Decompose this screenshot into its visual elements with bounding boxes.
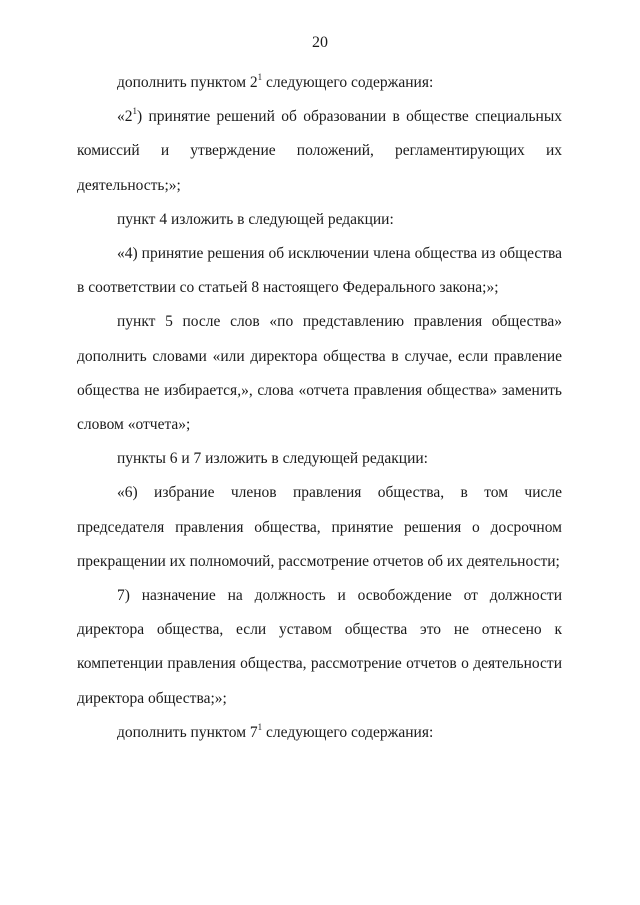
paragraph-item-6-text: «6) избрание членов правления общества, в том числе председателя правления общества, принятие решения о досрочном прекращении их полномочий, рассмотрение отчетов об их деятельности;	[77, 484, 562, 570]
paragraph-add-item-2-1: дополнить пунктом $2^1$ следующего содержания:	[117, 72, 434, 91]
paragraph-item-4-text: «4) принятие решения об исключении члена общества из общества в соответствии со статьей 8 настоящего Федерального закона;»;	[77, 245, 562, 297]
paragraph-item-5-instruction: пункт 5 после слов «по представлению правления общества» дополнить словами «или директора общества в случае, если правление общества не избирается,», слова «отчета правления общества» заменить словом «отчета»;	[77, 313, 562, 434]
superscript: 1	[132, 106, 137, 117]
superscript: 1	[257, 72, 263, 82]
paragraph-add-item-7-1: дополнить пунктом $7^1$ следующего содержания:	[117, 721, 434, 741]
paragraph-items-6-7-instruction: пункты 6 и 7 изложить в следующей редакции:	[117, 450, 428, 468]
paragraph-item-7-text: 7) назначение на должность и освобождение от должности директора общества, если уставом общества это не отнесено к компетенции правления общества, рассмотрение отчетов о деятельности директора общества;»;	[77, 587, 562, 707]
paragraph-item-2-1-text: «$2^1$) принятие решений об образовании в обществе специальных комиссий и утверждение положений, регламентирующих их деятельность;»;	[77, 106, 562, 194]
document-body	[77, 66, 562, 750]
paragraph-item-4-instruction: пункт 4 изложить в следующей редакции:	[117, 210, 394, 228]
page-number: 20	[312, 34, 328, 51]
superscript: 1	[257, 721, 263, 732]
